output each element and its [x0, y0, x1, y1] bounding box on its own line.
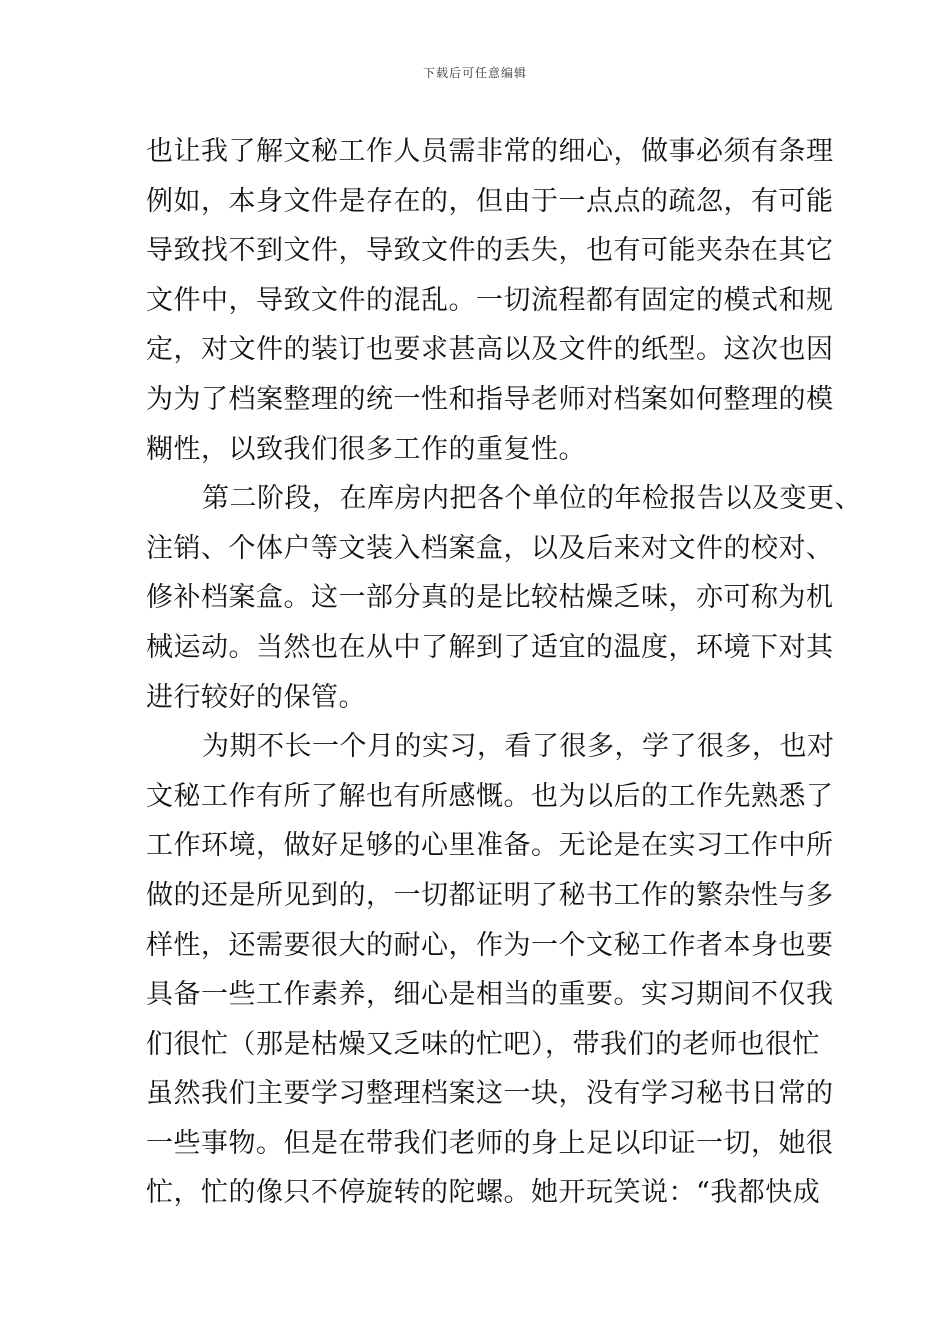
- text-line: 为期不长一个月的实习，看了很多，学了很多，也对: [202, 731, 835, 763]
- text-line: 虽然我们主要学习整理档案这一块，没有学习秘书日常的: [146, 1078, 834, 1110]
- text-line: 文秘工作有所了解也有所感慨。也为以后的工作先熟悉了: [146, 780, 834, 812]
- text-line: 糊性，以致我们很多工作的重复性。: [146, 433, 586, 465]
- text-line: 例如，本身文件是存在的，但由于一点点的疏忽，有可能: [146, 185, 834, 217]
- document-body: [146, 127, 866, 1218]
- text-line: 第二阶段，在库房内把各个单位的年检报告以及变更、: [202, 483, 862, 515]
- page-header: 下载后可任意编辑: [422, 66, 527, 80]
- text-line: 文件中，导致文件的混乱。一切流程都有固定的模式和规: [146, 284, 834, 316]
- text-line: 做的还是所见到的，一切都证明了秘书工作的繁杂性与多: [146, 879, 834, 911]
- text-line: 具备一些工作素养，细心是相当的重要。实习期间不仅我: [146, 979, 834, 1011]
- text-line: 定，对文件的装订也要求甚高以及文件的纸型。这次也因: [146, 334, 834, 366]
- text-line: 一些事物。但是在带我们老师的身上足以印证一切，她很: [146, 1127, 834, 1159]
- text-line: 们很忙（那是枯燥又乏味的忙吧），带我们的老师也很忙: [146, 1028, 820, 1060]
- text-line: 注销、个体户等文装入档案盒，以及后来对文件的校对、: [146, 532, 834, 564]
- text-line: 忙，忙的像只不停旋转的陀螺。她开玩笑说：“我都快成: [146, 1177, 821, 1209]
- text-line: 修补档案盒。这一部分真的是比较枯燥乏味，亦可称为机: [146, 582, 834, 614]
- text-line: 工作环境，做好足够的心里准备。无论是在实习工作中所: [146, 830, 834, 862]
- text-line: 导致找不到文件，导致文件的丢失，也有可能夹杂在其它: [146, 235, 834, 267]
- text-line: 也让我了解文秘工作人员需非常的细心，做事必须有条理: [146, 136, 834, 167]
- text-line: 进行较好的保管。: [146, 681, 366, 713]
- text-line: 为为了档案整理的统一性和指导老师对档案如何整理的模: [146, 383, 834, 415]
- text-line: 样性，还需要很大的耐心，作为一个文秘工作者本身也要: [146, 929, 834, 961]
- text-line: 械运动。当然也在从中了解到了适宜的温度，环境下对其: [146, 631, 834, 663]
